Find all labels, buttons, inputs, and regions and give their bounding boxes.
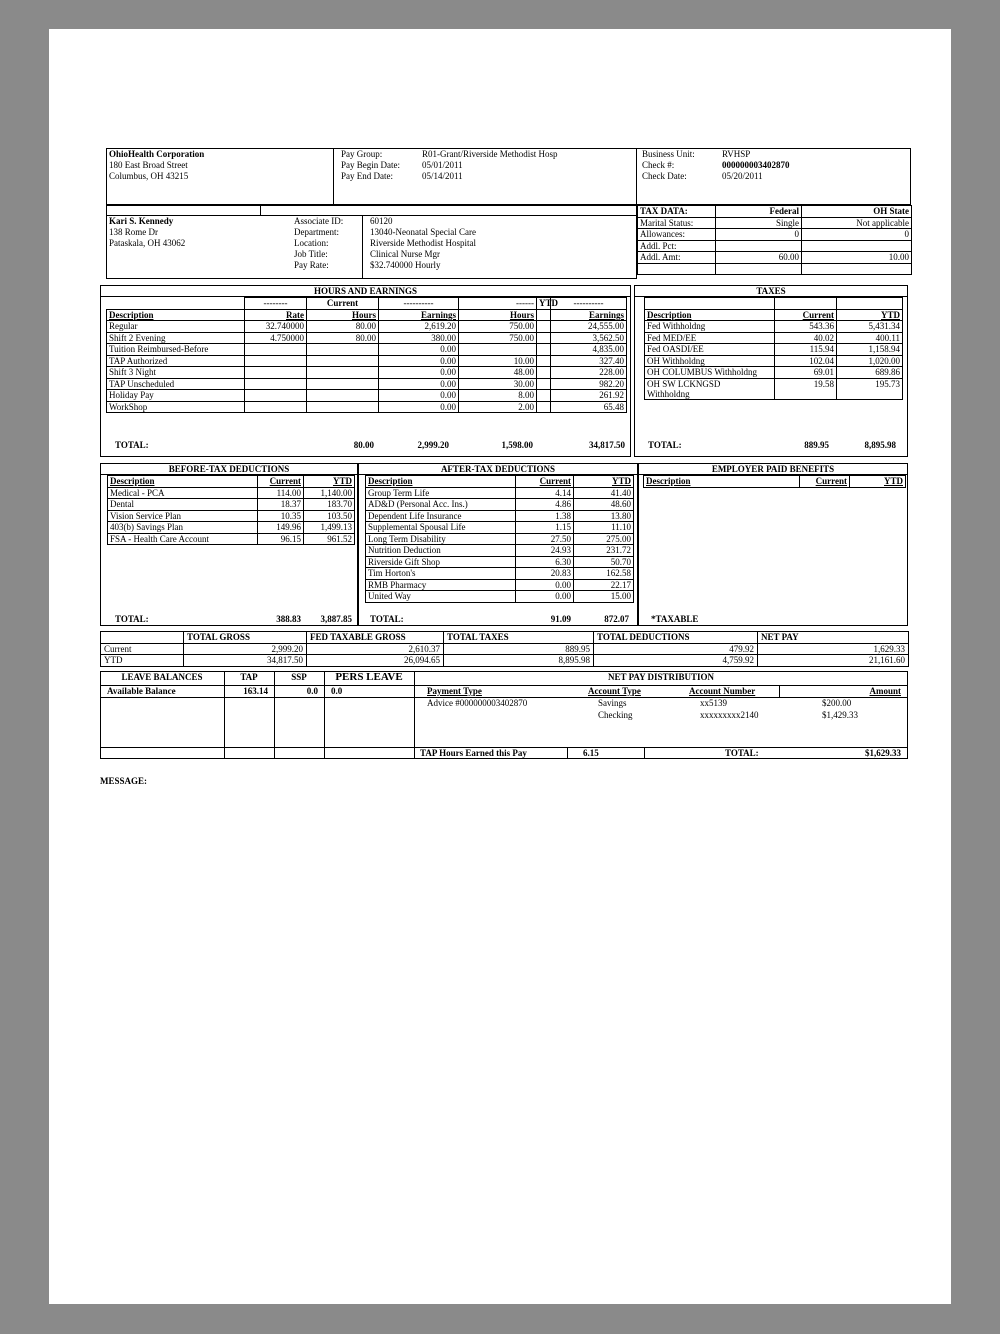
after-tax-total-current: 91.09 — [550, 614, 571, 624]
before-tax-desc-header: Description — [108, 476, 258, 488]
table-row — [108, 510, 355, 522]
earning-ytd-amount: 4,835.00 — [551, 344, 627, 356]
taxes-total-ytd: 8,895.98 — [864, 440, 896, 450]
deduction-desc: RMB Pharmacy — [366, 579, 516, 591]
pay-summary-table — [100, 631, 909, 667]
payment-type-header: Payment Type — [427, 686, 482, 696]
earning-current-hours — [307, 390, 379, 402]
tax-desc: Fed OASDI/EE — [645, 344, 775, 356]
earning-desc: Tuition Reimbursed-Before — [107, 344, 245, 356]
hours-current-hours-header: Hours — [307, 309, 379, 321]
earning-ytd-amount: 327.40 — [551, 355, 627, 367]
table-row — [108, 533, 355, 545]
earning-desc: TAP Authorized — [107, 355, 245, 367]
earning-current-hours — [307, 355, 379, 367]
hours-top-dash: ---------- — [379, 298, 459, 310]
tax-data-label: Allowances: — [638, 229, 716, 241]
earning-ytd-hours: 8.00 — [459, 390, 537, 402]
earning-current-hours — [307, 378, 379, 390]
tax-current: 40.02 — [775, 332, 837, 344]
earning-current-amount: 0.00 — [379, 401, 459, 413]
hours-current-earnings-header: Earnings — [379, 309, 459, 321]
tax-data-state: 10.00 — [802, 252, 912, 264]
earning-desc: WorkShop — [107, 401, 245, 413]
deduction-desc: AD&D (Personal Acc. Ins.) — [366, 499, 516, 511]
earning-ytd-amount: 261.92 — [551, 390, 627, 402]
taxes-title: TAXES — [756, 286, 786, 296]
pay-begin-label: Pay Begin Date: — [341, 160, 400, 170]
tax-desc: OH Withholdng — [645, 355, 775, 367]
table-row — [645, 355, 903, 367]
earning-desc: Shift 2 Evening — [107, 332, 245, 344]
tax-data-state — [802, 240, 912, 252]
table-row — [107, 390, 627, 402]
account-type: Savings — [598, 698, 627, 708]
pay-begin: 05/01/2011 — [422, 160, 463, 170]
before-tax-total-current: 388.83 — [276, 614, 301, 624]
deduction-desc: Vision Service Plan — [108, 510, 258, 522]
check-date: 05/20/2011 — [722, 171, 763, 181]
summary-value: 4,759.92 — [594, 655, 758, 667]
earning-current-amount: 0.00 — [379, 378, 459, 390]
deduction-ytd: 231.72 — [574, 545, 634, 557]
deduction-desc: Riverside Gift Shop — [366, 556, 516, 568]
summary-value: 26,094.65 — [307, 655, 444, 667]
hours-total-current-hours: 80.00 — [353, 440, 374, 450]
hours-total-ytd-earnings: 34,817.50 — [589, 440, 625, 450]
deduction-ytd: 11.10 — [574, 522, 634, 534]
tax-data-federal-header: Federal — [716, 206, 802, 218]
tax-data-table — [637, 205, 912, 275]
available-tap: 163.14 — [243, 686, 268, 696]
earning-rate — [245, 390, 307, 402]
taxes-table — [644, 297, 903, 400]
earning-current-amount: 380.00 — [379, 332, 459, 344]
summary-value: 479.92 — [594, 643, 758, 655]
tax-data-state: 0 — [802, 229, 912, 241]
deduction-ytd: 22.17 — [574, 579, 634, 591]
tax-current: 115.94 — [775, 344, 837, 356]
earning-current-hours — [307, 401, 379, 413]
deduction-ytd: 50.70 — [574, 556, 634, 568]
pay-end: 05/14/2011 — [422, 171, 463, 181]
tax-ytd: 1,158.94 — [837, 344, 903, 356]
hours-rate-header: Rate — [245, 309, 307, 321]
leave-balances-header: LEAVE BALANCES — [121, 672, 203, 682]
taxable-note: *TAXABLE — [651, 614, 699, 624]
table-row — [366, 499, 634, 511]
earning-current-hours — [307, 367, 379, 379]
deduction-current: 149.96 — [258, 522, 304, 534]
tax-data-state-header: OH State — [802, 206, 912, 218]
deduction-current: 4.14 — [516, 487, 574, 499]
deduction-desc: Tim Horton's — [366, 568, 516, 580]
available-ssp: 0.0 — [306, 686, 318, 696]
table-row — [107, 401, 627, 413]
deduction-current: 4.86 — [516, 499, 574, 511]
summary-value: 21,161.60 — [758, 655, 909, 667]
earning-current-amount: 0.00 — [379, 344, 459, 356]
summary-value: 8,895.98 — [444, 655, 594, 667]
tax-ytd: 400.11 — [837, 332, 903, 344]
tax-data-row — [638, 252, 912, 264]
deduction-ytd: 183.70 — [304, 499, 355, 511]
after-tax-current-header: Current — [516, 476, 574, 488]
after-tax-ytd-header: YTD — [574, 476, 634, 488]
summary-value: 2,999.20 — [184, 643, 307, 655]
deduction-current: 96.15 — [258, 533, 304, 545]
table-row — [645, 321, 903, 333]
hours-earnings-title: HOURS AND EARNINGS — [313, 286, 418, 296]
table-row — [107, 344, 627, 356]
department: 13040-Neonatal Special Care — [370, 227, 476, 237]
earning-ytd-hours: 2.00 — [459, 401, 537, 413]
tax-ytd: 689.86 — [837, 367, 903, 379]
deduction-current: 114.00 — [258, 487, 304, 499]
check-date-label: Check Date: — [642, 171, 687, 181]
earning-desc: Shift 3 Night — [107, 367, 245, 379]
tax-data-row — [638, 240, 912, 252]
deposit-amount: $1,429.33 — [822, 710, 858, 720]
earning-ytd-amount: 24,555.00 — [551, 321, 627, 333]
earning-current-hours: 80.00 — [307, 321, 379, 333]
table-row — [108, 487, 355, 499]
location: Riverside Methodist Hospital — [370, 238, 476, 248]
tax-data-label: Addl. Pct: — [638, 240, 716, 252]
pay-group-label: Pay Group: — [341, 149, 383, 159]
tap-hours-value: 6.15 — [583, 748, 599, 758]
before-tax-total-label: TOTAL: — [115, 614, 149, 624]
deduction-ytd: 162.58 — [574, 568, 634, 580]
after-tax-total-label: TOTAL: — [370, 614, 404, 624]
earning-rate — [245, 367, 307, 379]
deduction-current: 6.30 — [516, 556, 574, 568]
tax-data-row — [638, 229, 912, 241]
hours-ytd-earnings-header: Earnings — [551, 309, 627, 321]
employer-benefits-title: EMPLOYER PAID BENEFITS — [711, 464, 835, 474]
earning-current-amount: 0.00 — [379, 367, 459, 379]
tax-data-label: Addl. Amt: — [638, 252, 716, 264]
table-row — [108, 499, 355, 511]
job-title-label: Job Title: — [294, 249, 328, 259]
pay-end-label: Pay End Date: — [341, 171, 393, 181]
earning-rate: 32.740000 — [245, 321, 307, 333]
deduction-desc: United Way — [366, 591, 516, 603]
deduction-desc: Dependent Life Insurance — [366, 510, 516, 522]
pay-rate: $32.740000 Hourly — [370, 260, 441, 270]
earning-ytd-hours: 750.00 — [459, 321, 537, 333]
deposit-amount: $200.00 — [822, 698, 852, 708]
summary-row-label: YTD — [101, 655, 184, 667]
employer-street: 180 East Broad Street — [109, 160, 188, 170]
hours-ytd-header: YTD — [537, 298, 551, 310]
earning-ytd-hours: 750.00 — [459, 332, 537, 344]
earning-current-amount: 0.00 — [379, 390, 459, 402]
earning-current-amount: 2,619.20 — [379, 321, 459, 333]
deduction-desc: Long Term Disability — [366, 533, 516, 545]
deduction-current: 0.00 — [516, 591, 574, 603]
earning-ytd-hours: 48.00 — [459, 367, 537, 379]
earning-ytd-hours: 30.00 — [459, 378, 537, 390]
hours-total-ytd-hours: 1,598.00 — [501, 440, 533, 450]
pay-rate-label: Pay Rate: — [294, 260, 329, 270]
account-number-header: Account Number — [689, 686, 756, 696]
summary-row-current — [101, 643, 909, 655]
table-row — [366, 579, 634, 591]
deduction-current: 10.35 — [258, 510, 304, 522]
earning-rate — [245, 355, 307, 367]
deduction-current: 20.83 — [516, 568, 574, 580]
summary-total-taxes-header: TOTAL TAXES — [444, 632, 594, 644]
employer-benefits-table — [643, 475, 906, 488]
summary-row-ytd — [101, 655, 909, 667]
account-number: xxxxxxxxx2140 — [700, 710, 759, 720]
available-balance-label: Available Balance — [107, 686, 176, 696]
deduction-ytd: 48.60 — [574, 499, 634, 511]
taxes-total-label: TOTAL: — [648, 440, 682, 450]
hours-current-header: Current — [307, 298, 379, 310]
table-row — [107, 321, 627, 333]
tax-ytd: 1,020.00 — [837, 355, 903, 367]
earning-rate: 4.750000 — [245, 332, 307, 344]
benefits-current-header: Current — [800, 476, 850, 488]
summary-total-gross-header: TOTAL GROSS — [184, 632, 307, 644]
deduction-current: 24.93 — [516, 545, 574, 557]
employer-city: Columbus, OH 43215 — [109, 171, 189, 181]
deduction-current: 27.50 — [516, 533, 574, 545]
hours-earnings-table — [106, 297, 627, 413]
table-row — [107, 355, 627, 367]
check-number-label: Check #: — [642, 160, 675, 170]
tax-data-state: Not applicable — [802, 217, 912, 229]
deduction-desc: Supplemental Spousal Life — [366, 522, 516, 534]
hours-total-current-earnings: 2,999.20 — [417, 440, 449, 450]
table-row — [645, 332, 903, 344]
deduction-current: 18.37 — [258, 499, 304, 511]
after-tax-title: AFTER-TAX DEDUCTIONS — [440, 464, 556, 474]
tax-desc: Fed Withholdng — [645, 321, 775, 333]
tax-data-title: TAX DATA: — [638, 206, 716, 218]
hours-ytd-hours-header: Hours — [459, 309, 537, 321]
summary-net-pay-header: NET PAY — [758, 632, 909, 644]
tax-current: 19.58 — [775, 378, 837, 399]
earning-current-hours: 80.00 — [307, 332, 379, 344]
taxes-ytd-header: YTD — [837, 309, 903, 321]
earning-desc: Regular — [107, 321, 245, 333]
tax-current: 102.04 — [775, 355, 837, 367]
associate-id: 60120 — [370, 216, 393, 226]
deduction-ytd: 1,140.00 — [304, 487, 355, 499]
tax-desc-continued: Withholdng — [647, 388, 690, 399]
summary-fed-taxable-header: FED TAXABLE GROSS — [307, 632, 444, 644]
available-pers: 0.0 — [331, 686, 343, 696]
table-row — [107, 378, 627, 390]
department-label: Department: — [294, 227, 339, 237]
deduction-desc: 403(b) Savings Plan — [108, 522, 258, 534]
employee-name: Kari S. Kennedy — [109, 216, 174, 226]
deduction-ytd: 961.52 — [304, 533, 355, 545]
after-tax-desc-header: Description — [366, 476, 516, 488]
deduction-ytd: 13.80 — [574, 510, 634, 522]
business-unit: RVHSP — [722, 149, 751, 159]
tax-data-row — [638, 217, 912, 229]
deduction-ytd: 103.50 — [304, 510, 355, 522]
hours-desc-header: Description — [107, 309, 245, 321]
account-number: xx5139 — [700, 698, 727, 708]
message-label: MESSAGE: — [100, 776, 148, 786]
table-row — [366, 545, 634, 557]
tax-current: 69.01 — [775, 367, 837, 379]
table-row — [107, 367, 627, 379]
after-tax-table — [365, 475, 634, 603]
earning-ytd-hours — [459, 344, 537, 356]
deduction-current: 1.38 — [516, 510, 574, 522]
tax-desc: OH SW LCKNGSD — [647, 378, 721, 389]
advice-number: Advice #000000003402870 — [427, 698, 528, 708]
table-row — [645, 378, 903, 399]
deduction-ytd: 275.00 — [574, 533, 634, 545]
earning-desc: TAP Unscheduled — [107, 378, 245, 390]
associate-id-label: Associate ID: — [294, 216, 344, 226]
table-row — [645, 344, 903, 356]
taxes-total-current: 889.95 — [804, 440, 829, 450]
tax-data-federal: Single — [716, 217, 802, 229]
leave-ssp-header: SSP — [291, 672, 307, 682]
employer-name: OhioHealth Corporation — [109, 149, 205, 159]
before-tax-ytd-header: YTD — [304, 476, 355, 488]
account-type: Checking — [598, 710, 633, 720]
pay-group: R01-Grant/Riverside Methodist Hosp — [422, 149, 558, 159]
tax-data-federal: 0 — [716, 229, 802, 241]
table-row — [645, 367, 903, 379]
benefits-ytd-header: YTD — [850, 476, 906, 488]
business-unit-label: Business Unit: — [642, 149, 695, 159]
tax-current: 543.36 — [775, 321, 837, 333]
earning-ytd-amount: 228.00 — [551, 367, 627, 379]
leave-pers-header: PERS LEAVE — [335, 671, 403, 683]
summary-row-label: Current — [101, 643, 184, 655]
benefits-desc-header: Description — [644, 476, 800, 488]
job-title: Clinical Nurse Mgr — [370, 249, 440, 259]
tax-ytd: 5,431.34 — [837, 321, 903, 333]
summary-value: 34,817.50 — [184, 655, 307, 667]
deduction-current: 0.00 — [516, 579, 574, 591]
tax-desc — [645, 378, 775, 399]
summary-value: 1,629.33 — [758, 643, 909, 655]
tax-desc: Fed MED/EE — [645, 332, 775, 344]
earning-ytd-amount: 65.48 — [551, 401, 627, 413]
earning-rate — [245, 401, 307, 413]
hours-total-label: TOTAL: — [115, 440, 149, 450]
check-number: 000000003402870 — [722, 160, 790, 170]
table-row — [366, 556, 634, 568]
hours-top-dash: -------- — [245, 298, 307, 310]
earning-ytd-hours: 10.00 — [459, 355, 537, 367]
deduction-ytd: 1,499.13 — [304, 522, 355, 534]
deduction-current: 1.15 — [516, 522, 574, 534]
deduction-desc: Dental — [108, 499, 258, 511]
net-pay-dist-title: NET PAY DISTRIBUTION — [607, 672, 715, 682]
employee-city: Pataskala, OH 43062 — [109, 238, 186, 248]
table-row — [366, 522, 634, 534]
before-tax-current-header: Current — [258, 476, 304, 488]
tap-hours-label: TAP Hours Earned this Pay — [420, 748, 527, 758]
deduction-ytd: 15.00 — [574, 591, 634, 603]
hours-top-dash: ------ — [459, 298, 537, 310]
earning-rate — [245, 378, 307, 390]
tax-data-label: Marital Status: — [638, 217, 716, 229]
after-tax-total-ytd: 872.07 — [604, 614, 629, 624]
earning-ytd-amount: 3,562.50 — [551, 332, 627, 344]
summary-value: 889.95 — [444, 643, 594, 655]
location-label: Location: — [294, 238, 329, 248]
paystub-page — [49, 29, 951, 1304]
table-row — [107, 332, 627, 344]
tax-desc: OH COLUMBUS Withholdng — [645, 367, 775, 379]
summary-value: 2,610.37 — [307, 643, 444, 655]
summary-total-deductions-header: TOTAL DEDUCTIONS — [594, 632, 758, 644]
earning-ytd-amount: 982.20 — [551, 378, 627, 390]
earning-desc: Holiday Pay — [107, 390, 245, 402]
table-row — [366, 487, 634, 499]
hours-top-dash: ---------- — [551, 298, 627, 310]
table-row — [366, 591, 634, 603]
deduction-desc: FSA - Health Care Account — [108, 533, 258, 545]
before-tax-total-ytd: 3,887.85 — [320, 614, 352, 624]
table-row — [366, 568, 634, 580]
tax-data-federal — [716, 240, 802, 252]
earning-current-amount: 0.00 — [379, 355, 459, 367]
net-total-amount: $1,629.33 — [865, 748, 901, 758]
employee-street: 138 Rome Dr — [109, 227, 158, 237]
deduction-desc: Group Term Life — [366, 487, 516, 499]
amount-header: Amount — [869, 686, 901, 696]
deduction-desc: Medical - PCA — [108, 487, 258, 499]
earning-rate — [245, 344, 307, 356]
before-tax-table — [107, 475, 355, 545]
table-row — [366, 533, 634, 545]
tax-ytd: 195.73 — [837, 378, 903, 399]
net-total-label: TOTAL: — [725, 748, 759, 758]
taxes-current-header: Current — [775, 309, 837, 321]
before-tax-title: BEFORE-TAX DEDUCTIONS — [168, 464, 290, 474]
taxes-desc-header: Description — [645, 309, 775, 321]
table-row — [366, 510, 634, 522]
deduction-desc: Nutrition Deduction — [366, 545, 516, 557]
tax-data-federal: 60.00 — [716, 252, 802, 264]
deduction-ytd: 41.40 — [574, 487, 634, 499]
leave-tap-header: TAP — [240, 672, 258, 682]
table-row — [108, 522, 355, 534]
earning-current-hours — [307, 344, 379, 356]
account-type-header: Account Type — [588, 686, 641, 696]
